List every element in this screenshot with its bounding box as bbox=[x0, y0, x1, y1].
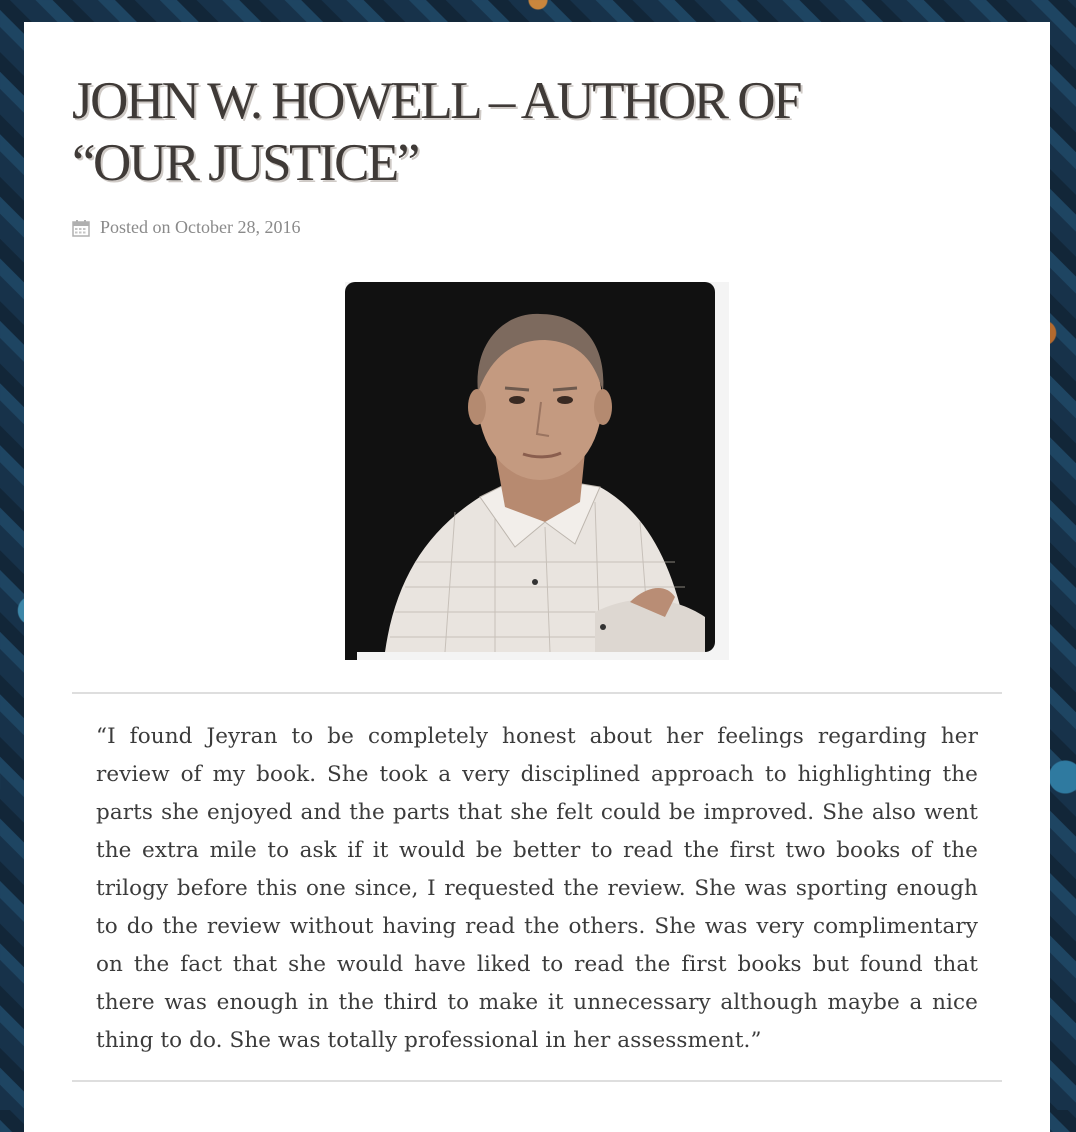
featured-image-wrapper bbox=[72, 282, 1002, 660]
post-card bbox=[24, 22, 1050, 1132]
divider-top bbox=[72, 692, 1002, 694]
author-portrait-image[interactable] bbox=[345, 282, 729, 660]
calendar-icon bbox=[72, 219, 90, 237]
post-date: Posted on October 28, 2016 bbox=[100, 217, 301, 237]
testimonial-quote: “I found Jeyran to be completely honest about her feelings regarding her review of my book. She took a very disciplined approach to highlighting the parts she enjoyed and the parts that she felt could be improved. She also went the extra mile to ask if it would be better to read the first two books of the trilogy before this one since, I requested the review. She was sporting enough to do the review without having read the others. She was very complimentary on the fact that she would have liked to read the first books but found that there was enough in the third to make it unnecessary although maybe a nice thing to do. She was totally professional in her assessment.” bbox=[96, 724, 978, 1053]
divider-bottom bbox=[72, 1080, 1002, 1082]
post-title: JOHN W. HOWELL – AUTHOR OF “OUR JUSTICE” bbox=[72, 72, 801, 192]
post-meta bbox=[72, 217, 1002, 238]
